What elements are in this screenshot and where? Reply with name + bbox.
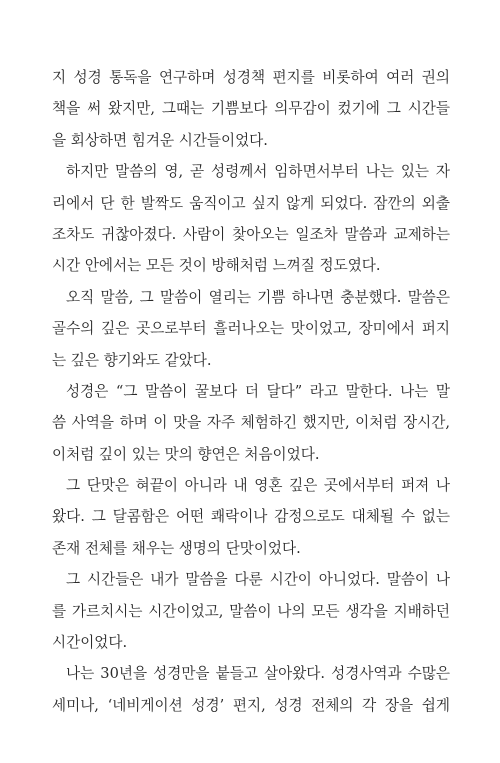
text-line: 하지만 말씀의 영, 곧 성령께서 임하면서부터 나는 있는 자 [66, 163, 450, 181]
text-line: 리에서 단 한 발짝도 움직이고 싶지 않게 되었다. 잠깐의 외출 [52, 194, 450, 212]
text-line: 성경은 “그 말씀이 꿀보다 더 달다” 라고 말한다. 나는 말 [66, 382, 450, 400]
text-line: 왔다. 그 달콤함은 어떤 쾌락이나 감정으로도 대체될 수 없는 [52, 508, 450, 526]
text-line: 오직 말씀, 그 말씀이 열리는 기쁨 하나면 충분했다. 말씀은 [66, 288, 450, 306]
text-line: 이처럼 깊이 있는 맛의 향연은 처음이었다. [52, 445, 320, 463]
text-line: 지 성경 통독을 연구하며 성경책 편지를 비롯하여 여러 권의 [52, 69, 450, 86]
text-line: 세미나, ‘네비게이션 성경’ 편지, 성경 전체의 각 장을 쉽게 [52, 696, 450, 714]
text-line: 책을 써 왔지만, 그때는 기쁨보다 의무감이 컸기에 그 시간들 [52, 100, 450, 118]
text-line: 를 가르치시는 시간이었고, 말씀이 나의 모든 생각을 지배하던 [52, 602, 450, 620]
text-line: 그 시간들은 내가 말씀을 다룬 시간이 아니었다. 말씀이 나 [66, 571, 450, 589]
text-line: 조차도 귀찮아졌다. 사람이 찾아오는 일조차 말씀과 교제하는 [52, 225, 450, 243]
text-line: 골수의 깊은 곳으로부터 흘러나오는 맛이었고, 장미에서 퍼지 [52, 320, 450, 338]
text-line: 존재 전체를 채우는 생명의 단맛이었다. [52, 539, 301, 557]
text-line: 을 회상하면 힘겨운 시간들이었다. [52, 131, 268, 149]
text-line: 시간 안에서는 모든 것이 방해처럼 느껴질 정도였다. [52, 257, 381, 275]
text-line: 나는 30년을 성경만을 붙들고 살아왔다. 성경사역과 수많은 [66, 665, 450, 683]
text-line: 는 깊은 향기와도 같았다. [52, 351, 212, 369]
text-line: 씀 사역을 하며 이 맛을 자주 체험하긴 했지만, 이처럼 장시간, [52, 414, 450, 432]
text-line: 그 단맛은 혀끝이 아니라 내 영혼 깊은 곳에서부터 퍼져 나 [66, 477, 450, 495]
text-line: 시간이었다. [52, 634, 128, 652]
body-text [52, 62, 450, 721]
